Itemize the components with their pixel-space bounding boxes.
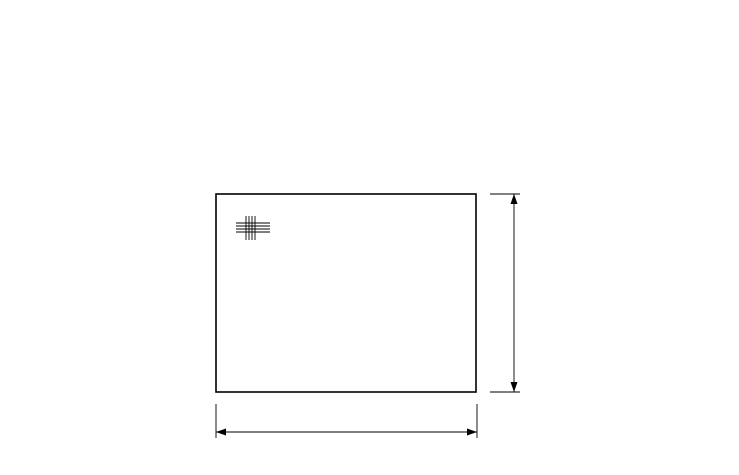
- width-dimension: [216, 404, 477, 438]
- height-dimension: [490, 194, 520, 392]
